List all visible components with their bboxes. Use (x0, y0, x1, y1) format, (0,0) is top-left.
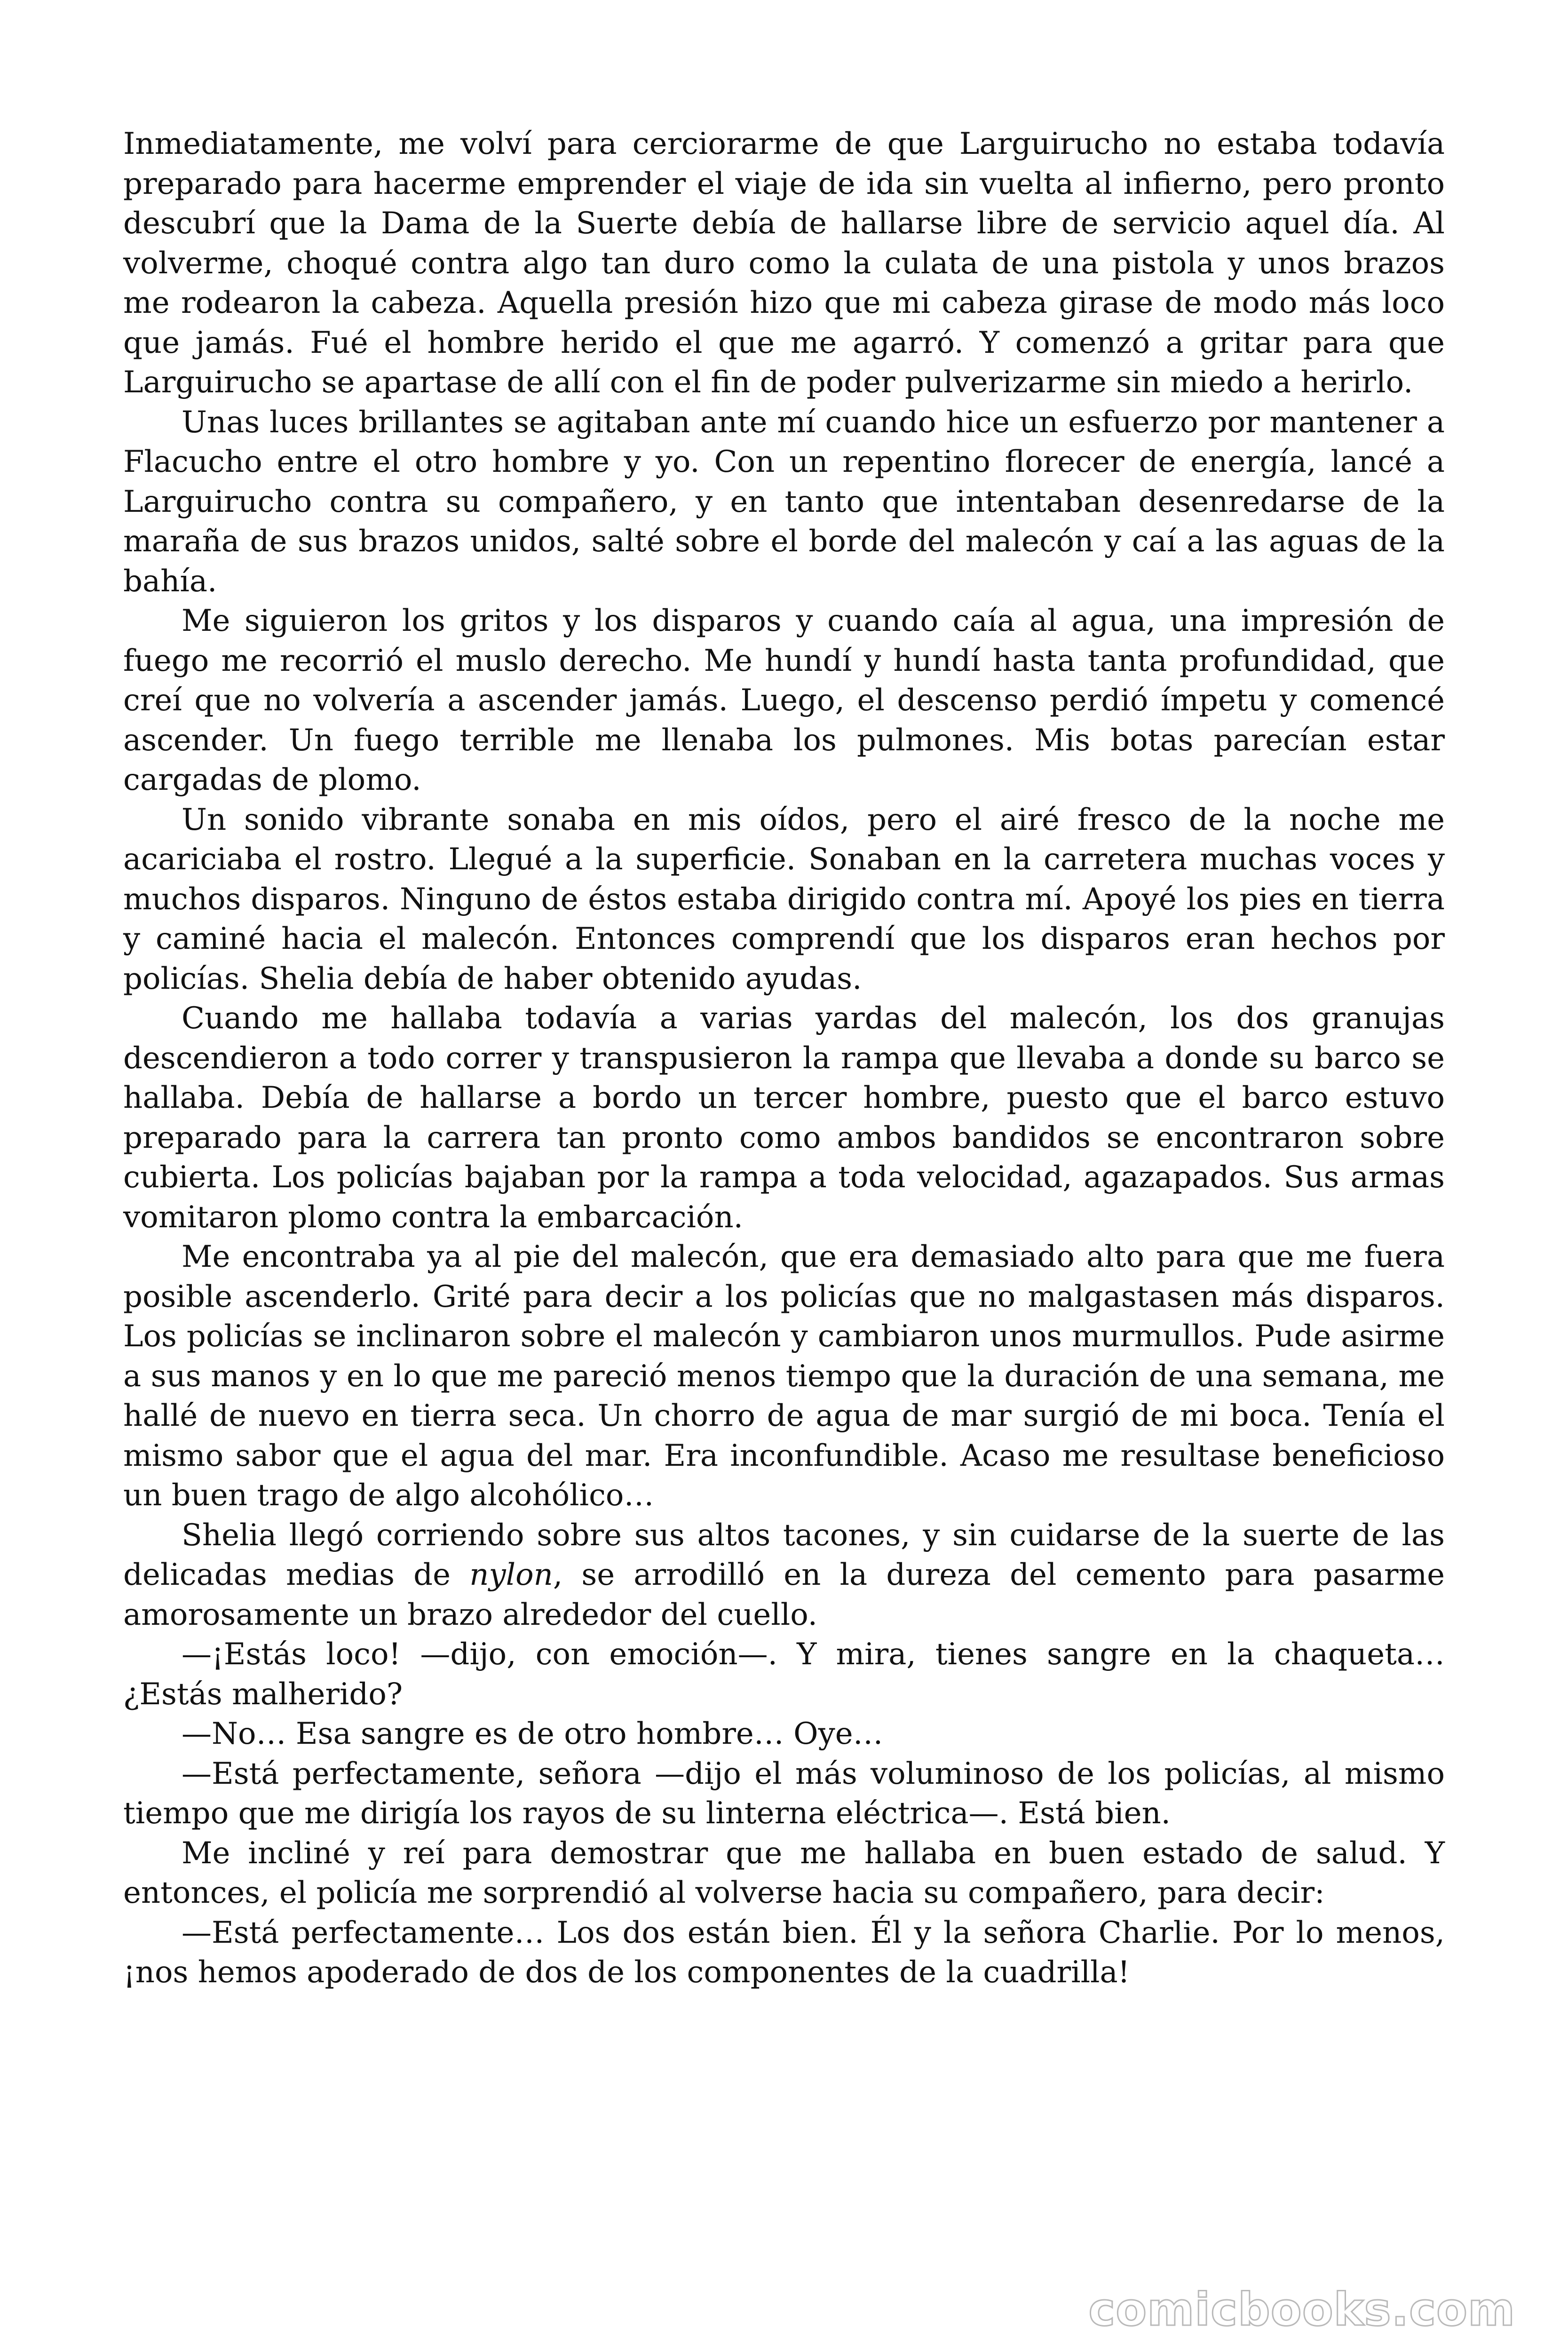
dialogue-line-2: —No… Esa sangre es de otro hombre… Oye… (182, 1716, 883, 1751)
paragraph-6: Me encontraba ya al pie del malecón, que era demasiado alto para que me fuera posible ascenderlo. Grité para decir a los policías que no malgastasen más disparos. Los policías se inclinaron sobre el malecón y cambiaron unos murmullos. Pude asirme a sus manos y en lo que me pareció menos tiempo que la duración de una semana, me hallé de nuevo en tierra seca. Un chorro de agua de mar surgió de mi boca. Tenía el mismo sabor que el agua del mar. Era inconfundible. Acaso me resultase beneficioso un buen trago de algo alcohólico… (123, 1240, 1445, 1513)
dialogue-line-3: —Está perfectamente, señora —dijo el más voluminoso de los policías, al mismo tiempo que me dirigía los rayos de su linterna eléctrica—. Está bien. (123, 1756, 1445, 1831)
book-page-text (123, 124, 1445, 1993)
paragraph-7-text-start: Shelia llegó corriendo sobre sus altos tacones, y sin cuidarse de la suerte de las delicadas medias de (123, 1518, 1445, 1592)
dialogue-line-4: Me incliné y reí para demostrar que me hallaba en buen estado de salud. Y entonces, el policía me sorprendió al volverse hacia su compañero, para decir: (123, 1836, 1445, 1910)
dialogue-line-1: —¡Estás loco! —dijo, con emoción—. Y mira, tienes sangre en la chaqueta… ¿Estás malherido? (123, 1637, 1445, 1712)
paragraph-2: Unas luces brillantes se agitaban ante mí cuando hice un esfuerzo por mantener a Flacucho entre el otro hombre y yo. Con un repentino florecer de energía, lancé a Larguirucho contra su compañero, y en tanto que intentaban desenredarse de la maraña de sus brazos unidos, salté sobre el borde del malecón y caí a las aguas de la bahía. (123, 405, 1445, 599)
watermark-logo-text: comicbooks.com (1088, 2283, 1515, 2336)
paragraph-1: Inmediatamente, me volví para cerciorarme de que Larguirucho no estaba todavía preparado para hacerme emprender el viaje de ida sin vuelta al infierno, pero pronto descubrí que la Dama de la Suerte debía de hallarse libre de servicio aquel día. Al volverme, choqué contra algo tan duro como la culata de una pistola y unos brazos me rodearon la cabeza. Aquella presión hizo que mi cabeza girase de modo más loco que jamás. Fué el hombre herido el que me agarró. Y comenzó a gritar para que Larguirucho se apartase de allí con el fin de poder pulverizarme sin miedo a herirlo. (123, 127, 1445, 400)
paragraph-7-italic-word: nylon (469, 1557, 553, 1592)
paragraph-7 (123, 1516, 1445, 1635)
paragraph-4: Un sonido vibrante sonaba en mis oídos, pero el airé fresco de la noche me acariciaba el rostro. Llegué a la superficie. Sonaban en la carretera muchas voces y muchos disparos. Ninguno de éstos estaba dirigido contra mí. Apoyé los pies en tierra y caminé hacia el malecón. Entonces comprendí que los disparos eran hechos por policías. Shelia debía de haber obtenido ayudas. (123, 802, 1445, 996)
dialogue-line-5: —Está perfectamente… Los dos están bien. Él y la señora Charlie. Por lo menos, ¡nos hemos apoderado de dos de los componentes de la cuadrilla! (123, 1915, 1445, 1990)
paragraph-5: Cuando me hallaba todavía a varias yardas del malecón, los dos granujas descendieron a todo correr y transpusieron la rampa que llevaba a donde su barco se hallaba. Debía de hallarse a bordo un tercer hombre, puesto que el barco estuvo preparado para la carrera tan pronto como ambos bandidos se encontraron sobre cubierta. Los policías bajaban por la rampa a toda velocidad, agazapados. Sus armas vomitaron plomo contra la embarcación. (123, 1001, 1445, 1235)
paragraph-7-text-end: , se arrodilló en la dureza del cemento para pasarme amorosamente un brazo alrededor del cuello. (123, 1557, 1445, 1632)
paragraph-3: Me siguieron los gritos y los disparos y cuando caía al agua, una impresión de fuego me recorrió el muslo derecho. Me hundí y hundí hasta tanta profundidad, que creí que no volvería a ascender jamás. Luego, el descenso perdió ímpetu y comencé ascender. Un fuego terrible me llenaba los pulmones. Mis botas parecían estar cargadas de plomo. (123, 604, 1445, 797)
